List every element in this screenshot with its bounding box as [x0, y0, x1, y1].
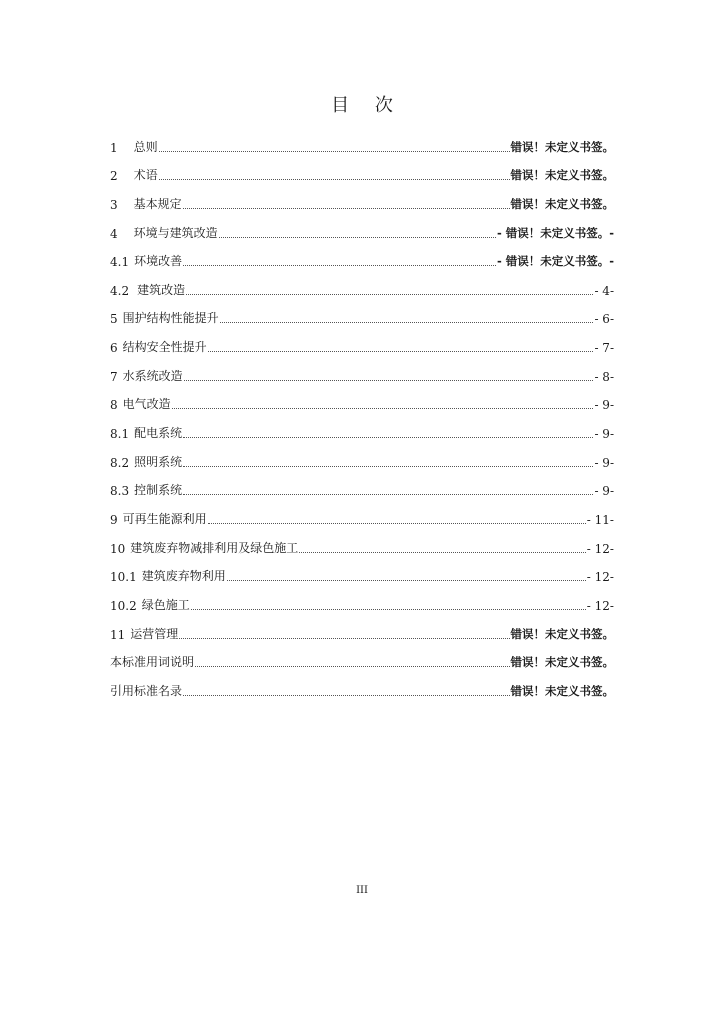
toc-entry-page: - 8-: [594, 369, 614, 384]
toc-dot-leader: [183, 208, 510, 209]
toc-entry-number: 11: [110, 627, 126, 642]
toc-entry-title: 绿色施工: [141, 597, 190, 612]
toc-entry-page: 错误！未定义书签。: [510, 139, 614, 154]
toc-entry[interactable]: [110, 269, 614, 298]
toc-entry-number: 10.2: [110, 598, 137, 613]
toc-entry[interactable]: [110, 155, 614, 184]
toc-entry[interactable]: [110, 470, 614, 499]
toc-dot-leader: [172, 408, 594, 409]
toc-dot-leader: [183, 437, 593, 438]
toc-entry-number: 10.1: [110, 570, 137, 585]
toc-entry-page: - 错误！未定义书签。-: [496, 254, 614, 269]
toc-entry[interactable]: [110, 212, 614, 241]
toc-entry[interactable]: [110, 326, 614, 355]
toc-entry[interactable]: [110, 670, 614, 699]
toc-entry-page: 错误！未定义书签。: [510, 196, 614, 211]
toc-entry-page: - 12-: [586, 570, 614, 585]
toc-entry-title: 水系统改造: [122, 368, 183, 383]
toc-entry-page: 错误！未定义书签。: [510, 683, 614, 698]
toc-entry-title: 建筑废弃物利用: [141, 569, 226, 584]
toc-entry-page: - 7-: [594, 341, 614, 356]
toc-dot-leader: [208, 523, 586, 524]
toc-entry-page: - 4-: [594, 283, 614, 298]
toc-entry-page: - 11-: [586, 512, 614, 527]
toc-entry-page: - 9-: [594, 455, 614, 470]
toc-entry-number: 8.2: [110, 455, 130, 470]
toc-entry-page: - 错误！未定义书签。-: [496, 225, 614, 240]
toc-entry-title: 运营管理: [130, 626, 179, 641]
toc-entry[interactable]: [110, 183, 614, 212]
toc-entry[interactable]: [110, 556, 614, 585]
toc-entry-title: 建筑改造: [137, 282, 186, 297]
table-of-contents: [110, 126, 614, 699]
toc-entry-page: - 12-: [586, 541, 614, 556]
toc-entry-number: 1: [110, 140, 118, 155]
toc-entry[interactable]: [110, 241, 614, 270]
toc-entry-title: 结构安全性提升: [122, 340, 207, 355]
toc-entry-title: 控制系统: [134, 483, 183, 498]
toc-dot-leader: [219, 237, 496, 238]
toc-dot-leader: [191, 609, 586, 610]
toc-entry-page: - 12-: [586, 598, 614, 613]
toc-entry-title: 术语: [133, 168, 158, 183]
toc-entry-title: 配电系统: [134, 426, 183, 441]
toc-dot-leader: [195, 666, 509, 667]
toc-entry[interactable]: [110, 412, 614, 441]
toc-entry-title: 基本规定: [133, 196, 182, 211]
toc-entry-number: 4.2: [110, 283, 130, 298]
toc-entry[interactable]: [110, 384, 614, 413]
toc-entry[interactable]: [110, 441, 614, 470]
toc-dot-leader: [183, 466, 593, 467]
toc-entry[interactable]: [110, 613, 614, 642]
toc-entry-number: 8: [110, 398, 118, 413]
toc-entry-title: 建筑废弃物减排利用及绿色施工: [130, 540, 299, 555]
toc-entry-title: 引用标准名录: [110, 683, 183, 698]
toc-entry[interactable]: [110, 298, 614, 327]
toc-entry-number: 10: [110, 541, 126, 556]
toc-entry-title: 可再生能源利用: [122, 511, 207, 526]
toc-entry[interactable]: [110, 355, 614, 384]
toc-entry-number: 7: [110, 369, 118, 384]
toc-dot-leader: [299, 552, 586, 553]
toc-entry-number: 2: [110, 169, 118, 184]
toc-entry-number: 3: [110, 197, 118, 212]
toc-entry-title: 照明系统: [134, 454, 183, 469]
toc-entry-page: 错误！未定义书签。: [510, 168, 614, 183]
toc-entry-title: 本标准用词说明: [110, 655, 195, 670]
toc-entry-number: 4.1: [110, 255, 130, 270]
toc-dot-leader: [159, 151, 510, 152]
toc-entry-number: 6: [110, 341, 118, 356]
toc-entry[interactable]: [110, 126, 614, 155]
toc-entry-page: - 6-: [594, 312, 614, 327]
toc-dot-leader: [184, 380, 594, 381]
toc-dot-leader: [227, 580, 586, 581]
toc-entry-page: - 9-: [594, 398, 614, 413]
toc-entry-title: 环境与建筑改造: [133, 225, 218, 240]
page-number: III: [356, 885, 368, 896]
page-title: 目 次: [331, 95, 403, 116]
toc-entry-title: 围护结构性能提升: [122, 311, 219, 326]
toc-entry[interactable]: [110, 498, 614, 527]
toc-entry[interactable]: [110, 642, 614, 671]
toc-entry-page: - 9-: [594, 484, 614, 499]
toc-dot-leader: [179, 638, 509, 639]
toc-entry[interactable]: [110, 584, 614, 613]
toc-dot-leader: [183, 494, 593, 495]
toc-entry-title: 总则: [133, 139, 158, 154]
toc-entry-title: 环境改善: [134, 254, 183, 269]
toc-entry-title: 电气改造: [122, 397, 171, 412]
toc-dot-leader: [186, 294, 593, 295]
toc-dot-leader: [159, 179, 510, 180]
toc-dot-leader: [183, 265, 496, 266]
toc-dot-leader: [220, 322, 594, 323]
toc-entry-number: 8.1: [110, 427, 130, 442]
toc-entry-page: 错误！未定义书签。: [510, 626, 614, 641]
toc-entry-number: 5: [110, 312, 118, 327]
toc-entry-number: 9: [110, 512, 118, 527]
toc-entry-number: 4: [110, 226, 118, 241]
toc-entry-page: - 9-: [594, 427, 614, 442]
toc-dot-leader: [183, 695, 509, 696]
toc-entry[interactable]: [110, 527, 614, 556]
toc-dot-leader: [208, 351, 594, 352]
toc-entry-number: 8.3: [110, 484, 130, 499]
toc-entry-page: 错误！未定义书签。: [510, 655, 614, 670]
